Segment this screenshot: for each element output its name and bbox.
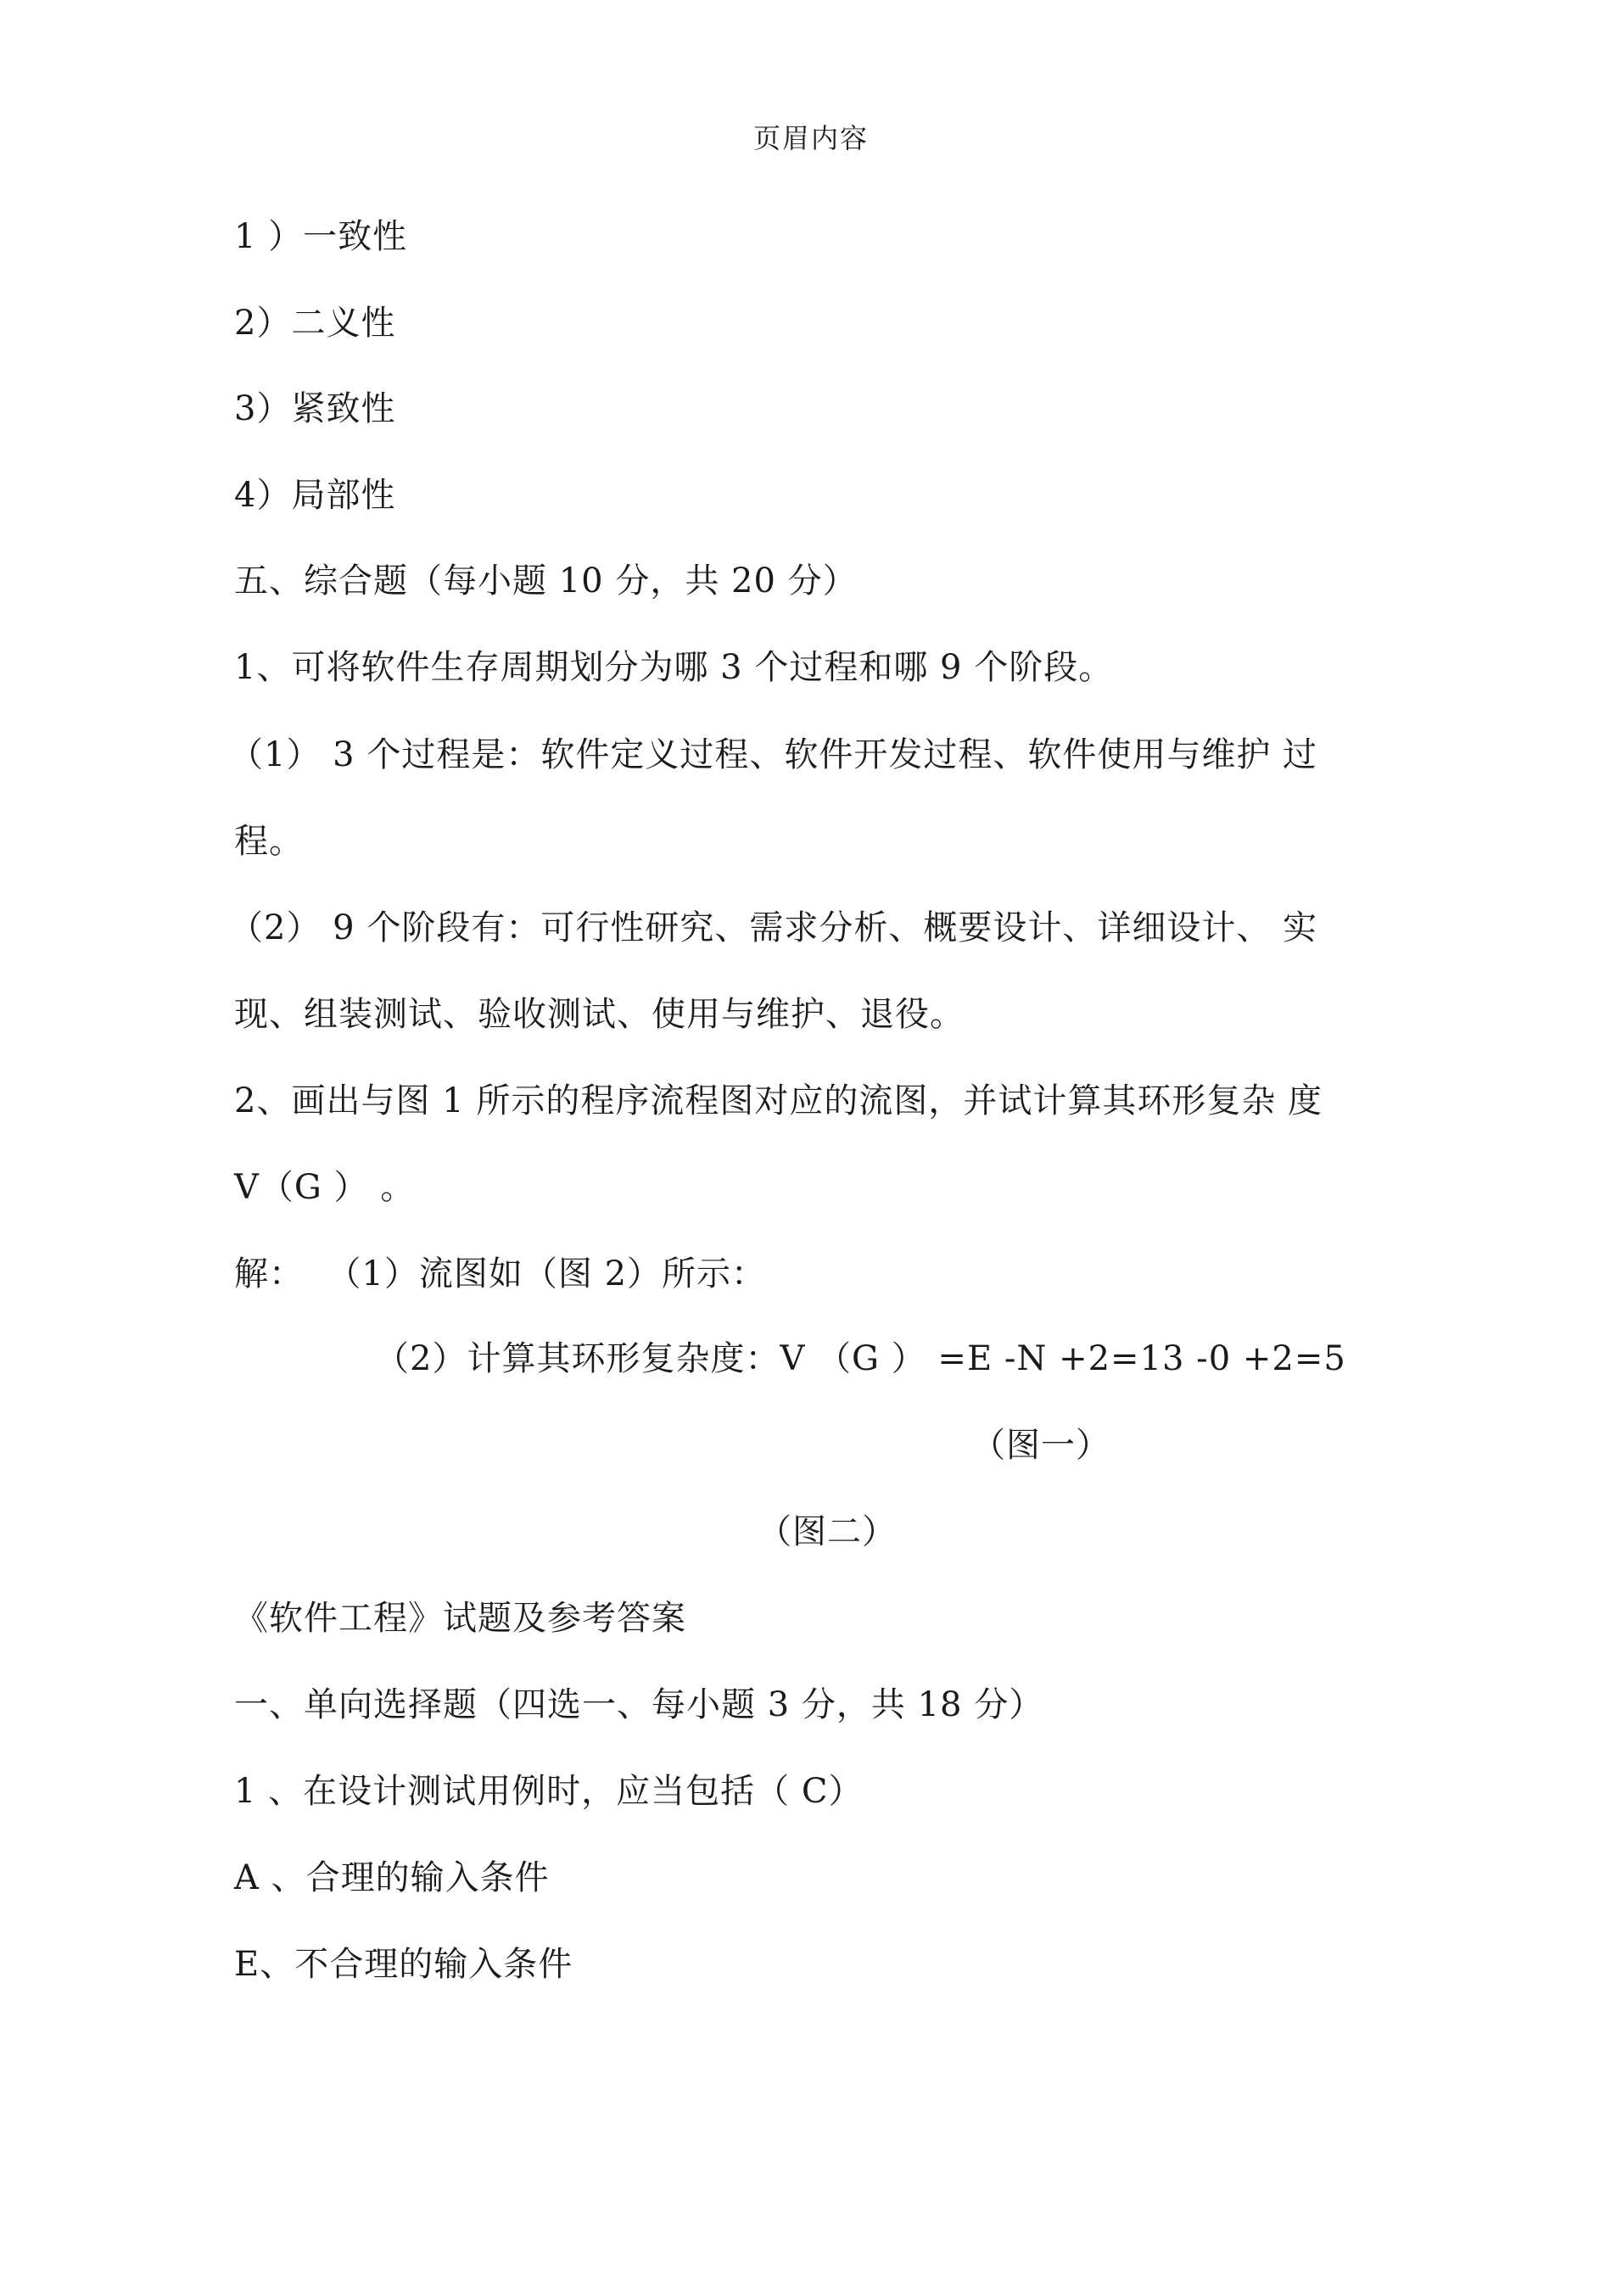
answer-2-part-1: 解： （1）流图如（图 2）所示： — [234, 1254, 767, 1293]
mc-option-a: A 、合理的输入条件 — [234, 1858, 550, 1897]
option-2: 2）二义性 — [234, 304, 396, 343]
answer-2-part-2: （2）计算其环形复杂度：V （G ） =E -N +2=13 -0 +2=5 — [375, 1339, 1346, 1378]
section-heading-1: 一、单向选择题（四选一、每小题 3 分，共 18 分） — [234, 1685, 1044, 1724]
answer-1-part-1: （1） 3 个过程是：软件定义过程、软件开发过程、软件使用与维护 过 — [229, 735, 1318, 774]
exam-title: 《软件工程》试题及参考答案 — [234, 1599, 686, 1638]
answer-1-part-2: （2） 9 个阶段有：可行性研究、需求分析、概要设计、详细设计、 实 — [229, 908, 1318, 947]
question-1: 1、可将软件生存周期划分为哪 3 个过程和哪 9 个阶段。 — [234, 648, 1114, 687]
question-2-cont: V（G ） 。 — [234, 1168, 416, 1207]
mc-question-1: 1 、在设计测试用例时，应当包括（ C） — [234, 1772, 864, 1811]
section-heading-5: 五、综合题（每小题 10 分，共 20 分） — [234, 561, 858, 601]
figure-1-caption: （图一） — [971, 1426, 1110, 1465]
option-1: 1 ）一致性 — [234, 217, 408, 256]
answer-1-part-2-cont: 现、组装测试、验收测试、使用与维护、退役。 — [234, 995, 965, 1034]
figure-2-caption: （图二） — [758, 1512, 897, 1551]
page-header: 页眉内容 — [752, 122, 869, 154]
mc-option-b: E、不合理的输入条件 — [234, 1945, 573, 1984]
answer-1-part-1-cont: 程。 — [234, 822, 304, 861]
option-3: 3）紧致性 — [234, 389, 396, 428]
option-4: 4）局部性 — [234, 476, 396, 515]
question-2: 2、画出与图 1 所示的程序流程图对应的流图，并试计算其环形复杂 度 — [234, 1081, 1323, 1120]
